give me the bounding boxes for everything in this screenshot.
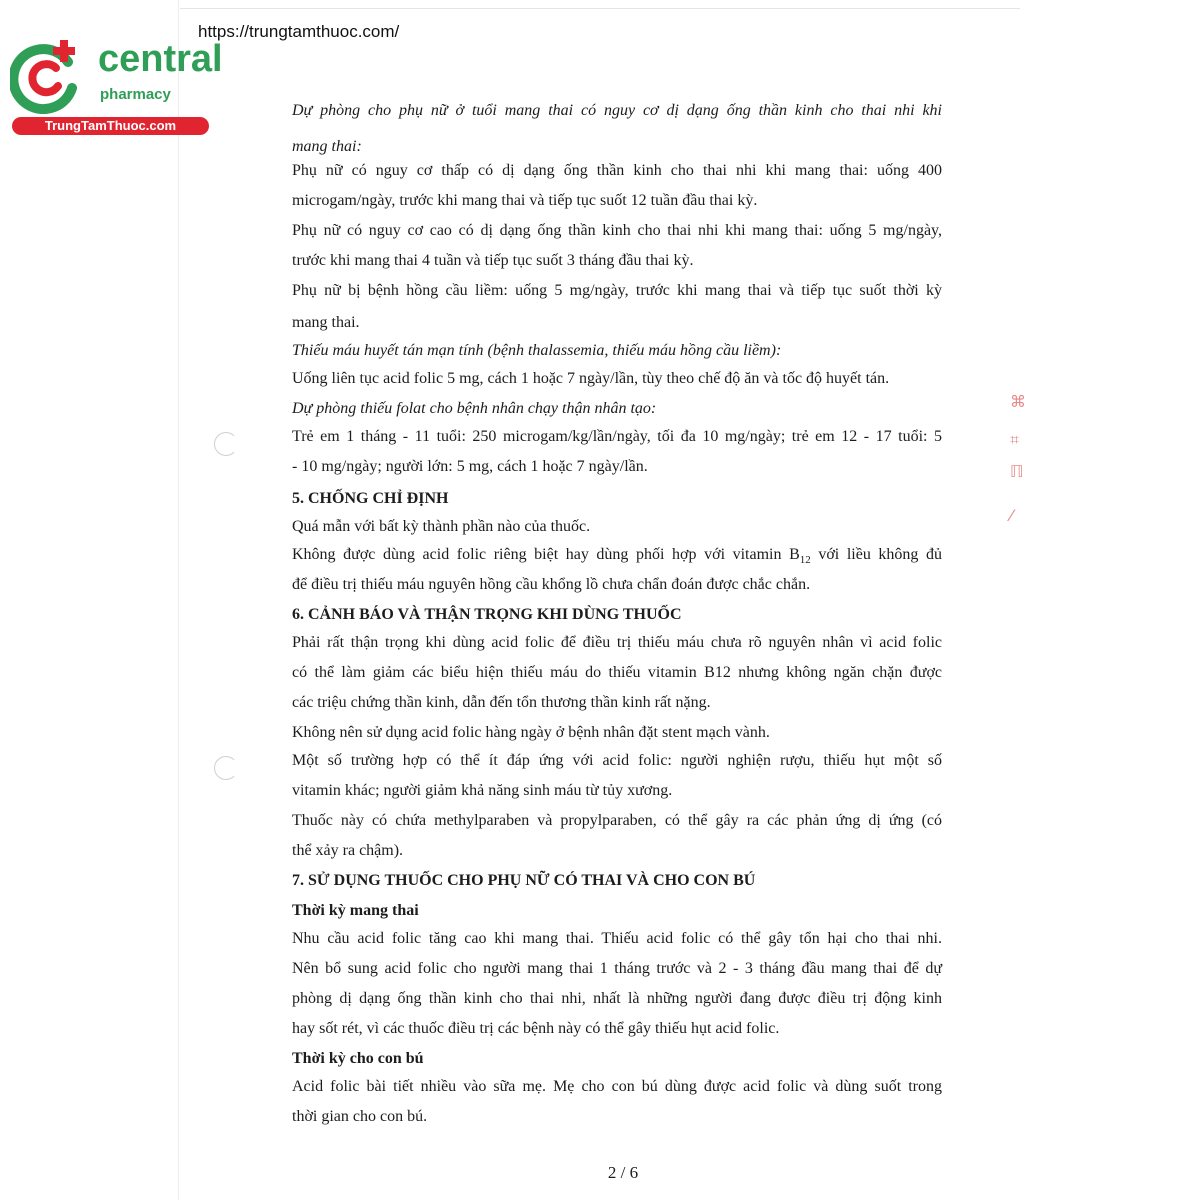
text-line: có thể làm giảm các biểu hiện thiếu máu do thiếu vitamin B12 nhưng không ngăn chặn được xyxy=(292,664,942,681)
brand-word: central xyxy=(98,38,223,80)
text-line: Nên bổ sung acid folic cho người mang thai 1 tháng trước và 2 - 3 tháng đầu mang thai để dự xyxy=(292,960,942,977)
text-line: Phụ nữ có nguy cơ cao có dị dạng ống thần kinh cho thai nhi khi mang thai: uống 5 mg/ngày, xyxy=(292,222,942,239)
text-line: mang thai: xyxy=(292,138,362,155)
red-stamp-mark: ⌗ xyxy=(1010,430,1020,449)
text-line: Thiếu máu huyết tán mạn tính (bệnh thalassemia, thiếu máu hồng cầu liềm): xyxy=(292,342,782,359)
red-stamp-mark: ⁄ xyxy=(1010,506,1013,525)
text-line: Không được dùng acid folic riêng biệt hay dùng phối hợp với vitamin $B_{12}$ với liều không đủ xyxy=(292,546,943,567)
text-line: để điều trị thiếu máu nguyên hồng cầu khổng lồ chưa chẩn đoán được chắc chắn. xyxy=(292,576,811,593)
punch-hole xyxy=(214,756,238,780)
brand-banner: TrungTamThuoc.com xyxy=(12,117,209,135)
text-line: Dự phòng thiếu folat cho bệnh nhân chạy thận nhân tạo: xyxy=(292,400,657,417)
text-line: Thuốc này có chứa methylparaben và propylparaben, có thể gây ra các phản ứng dị ứng (có xyxy=(292,812,942,829)
red-stamp-mark: ℿ xyxy=(1010,462,1024,481)
watermark-url: https://trungtamthuoc.com/ xyxy=(198,22,400,41)
pharmacy-logo-icon xyxy=(10,38,90,114)
subheading-breastfeeding: Thời kỳ cho con bú xyxy=(292,1050,424,1067)
text-line: trước khi mang thai 4 tuần và tiếp tục suốt 3 tháng đầu thai kỳ. xyxy=(292,252,694,269)
page-number: 2 / 6 xyxy=(607,1163,639,1182)
text-line: Không nên sử dụng acid folic hàng ngày ở bệnh nhân đặt stent mạch vành. xyxy=(292,724,770,741)
section-heading-5: 5. CHỐNG CHỈ ĐỊNH xyxy=(292,490,449,507)
text-line: Phụ nữ bị bệnh hồng cầu liềm: uống 5 mg/ngày, trước khi mang thai và tiếp tục suốt thời kỳ xyxy=(292,282,942,299)
brand-sub: pharmacy xyxy=(100,86,171,103)
scan-top-rule xyxy=(180,8,1020,9)
text-line: thể xảy ra chậm). xyxy=(292,842,404,859)
text-line: Dự phòng cho phụ nữ ở tuổi mang thai có nguy cơ dị dạng ống thần kinh cho thai nhi khi xyxy=(292,102,942,119)
text-line: Nhu cầu acid folic tăng cao khi mang thai. Thiếu acid folic có thể gây tổn hại cho thai nhi. xyxy=(292,930,942,947)
text-line: thời gian cho con bú. xyxy=(292,1108,428,1125)
text-line: Acid folic bài tiết nhiều vào sữa mẹ. Mẹ cho con bú dùng được acid folic và dùng suốt trong xyxy=(292,1078,942,1095)
text-line: microgam/ngày, trước khi mang thai và tiếp tục suốt 12 tuần đầu thai kỳ. xyxy=(292,192,758,209)
text-line: phòng dị dạng ống thần kinh cho thai nhi, nhất là những người đang được điều trị động kinh xyxy=(292,990,942,1007)
punch-hole xyxy=(214,432,238,456)
red-stamp-mark: ⌘ xyxy=(1010,392,1026,411)
text-line: Một số trường hợp có thể ít đáp ứng với acid folic: người nghiện rượu, thiếu hụt một số xyxy=(292,752,942,769)
section-heading-6: 6. CẢNH BÁO VÀ THẬN TRỌNG KHI DÙNG THUỐC xyxy=(292,606,682,623)
text-line: - 10 mg/ngày; người lớn: 5 mg, cách 1 hoặc 7 ngày/lần. xyxy=(292,458,648,475)
text-line: vitamin khác; người giảm khả năng sinh máu từ tủy xương. xyxy=(292,782,673,799)
text-line: Trẻ em 1 tháng - 11 tuổi: 250 microgam/kg/lần/ngày, tối đa 10 mg/ngày; trẻ em 12 - 17 tuổi: 5 xyxy=(292,428,942,445)
text-line: Uống liên tục acid folic 5 mg, cách 1 hoặc 7 ngày/lần, tùy theo chế độ ăn và tốc độ huyết tán. xyxy=(292,370,890,387)
subheading-pregnancy: Thời kỳ mang thai xyxy=(292,902,419,919)
central-pharmacy-logo xyxy=(10,38,223,138)
text-line: các triệu chứng thần kinh, dẫn đến tổn thương thần kinh rất nặng. xyxy=(292,694,711,711)
text-line: Phụ nữ có nguy cơ thấp có dị dạng ống thần kinh cho thai nhi khi mang thai: uống 400 xyxy=(292,162,942,179)
text-line: Phải rất thận trọng khi dùng acid folic để điều trị thiếu máu chưa rõ nguyên nhân vì acid folic xyxy=(292,634,942,651)
text-line: Quá mẫn với bất kỳ thành phần nào của thuốc. xyxy=(292,518,591,535)
text-line: hay sốt rét, vì các thuốc điều trị các bệnh này có thể gây thiếu hụt acid folic. xyxy=(292,1020,780,1037)
section-heading-7: 7. SỬ DỤNG THUỐC CHO PHỤ NỮ CÓ THAI VÀ CHO CON BÚ xyxy=(292,872,756,889)
page-edge xyxy=(178,0,179,1200)
text-line: mang thai. xyxy=(292,314,360,331)
